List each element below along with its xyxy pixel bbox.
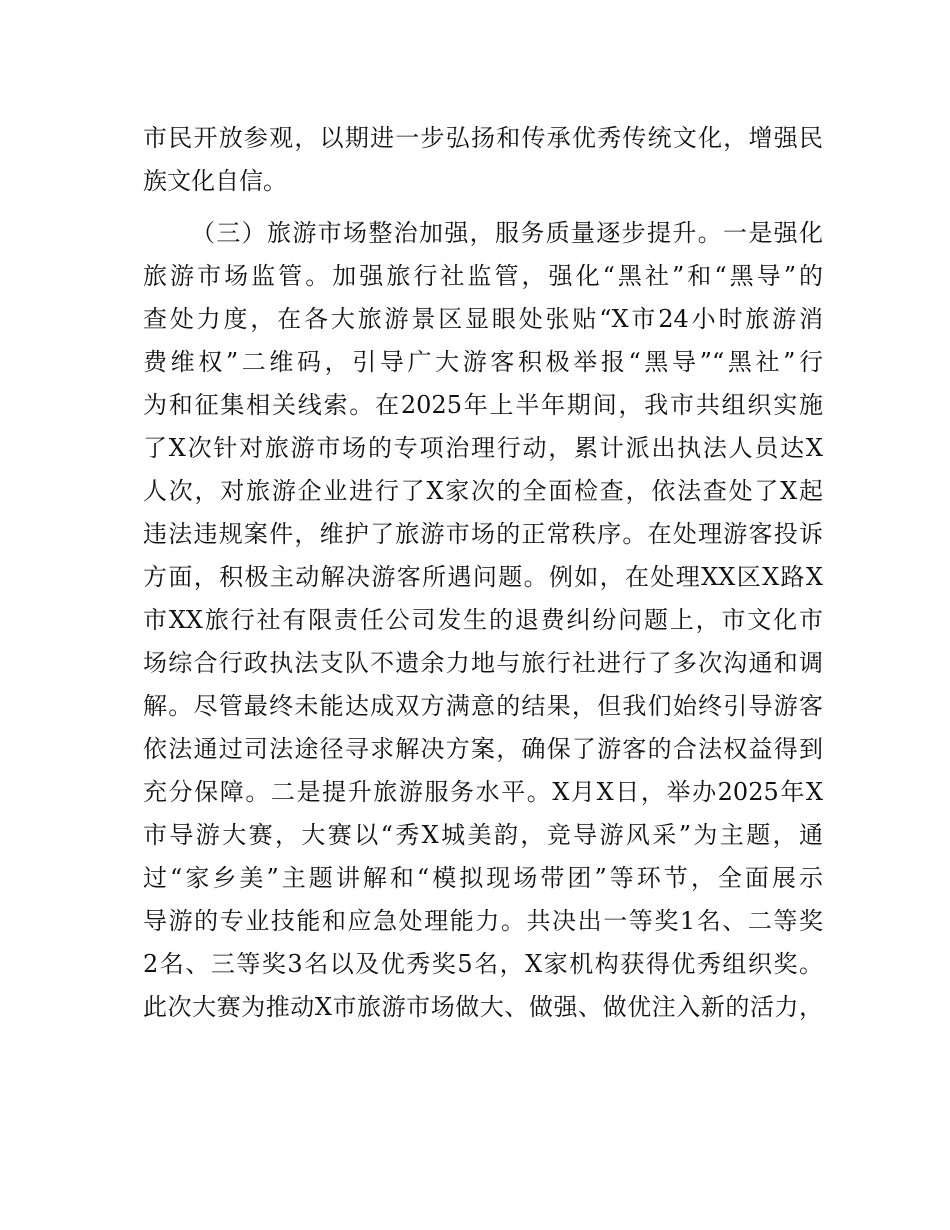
text-line: 为和征集相关线索。在2025年上半年期间，我市共组织实施	[143, 391, 823, 419]
text-line: 过“家乡美”主题讲解和“模拟现场带团”等环节，全面展示	[143, 864, 823, 892]
text-line: 此次大赛为推动X市旅游市场做大、做强、做优注入新的活力，	[143, 993, 823, 1021]
paragraph	[143, 212, 823, 1029]
text-line: 市民开放参观，以期进一步弘扬和传承优秀传统文化，增强民	[143, 124, 823, 152]
text-line-indented: （三）旅游市场整治加强，服务质量逐步提升。一是强化	[191, 219, 823, 247]
paragraph-gap	[143, 203, 823, 212]
text-line: 旅游市场监管。加强旅行社监管，强化“黑社”和“黑导”的	[143, 262, 823, 290]
text-line: 查处力度，在各大旅游景区显眼处张贴“X市24小时旅游消	[143, 305, 823, 333]
paragraph	[143, 117, 823, 203]
document-body	[143, 117, 823, 1029]
text-line: 市XX旅行社有限责任公司发生的退费纠纷问题上，市文化市	[143, 606, 823, 634]
text-line: 市导游大赛，大赛以“秀X城美韵，竞导游风采”为主题，通	[143, 821, 823, 849]
text-line: 人次，对旅游企业进行了X家次的全面检查，依法查处了X起	[143, 477, 823, 505]
text-line: 2名、三等奖3名以及优秀奖5名，X家机构获得优秀组织奖。	[143, 950, 823, 978]
text-line: 解。尽管最终未能达成双方满意的结果，但我们始终引导游客	[143, 692, 823, 720]
text-line: 方面，积极主动解决游客所遇问题。例如，在处理XX区X路X	[143, 563, 823, 591]
text-line: 导游的专业技能和应急处理能力。共决出一等奖1名、二等奖	[143, 907, 823, 935]
text-line: 违法违规案件，维护了旅游市场的正常秩序。在处理游客投诉	[143, 520, 823, 548]
text-line: 依法通过司法途径寻求解决方案，确保了游客的合法权益得到	[143, 735, 823, 763]
text-line: 了X次针对旅游市场的专项治理行动，累计派出执法人员达X	[143, 434, 823, 462]
text-line: 费维权”二维码，引导广大游客积极举报“黑导”“黑社”行	[143, 348, 823, 376]
text-line: 场综合行政执法支队不遗余力地与旅行社进行了多次沟通和调	[143, 649, 823, 677]
text-line: 族文化自信。	[143, 167, 287, 195]
text-line: 充分保障。二是提升旅游服务水平。X月X日，举办2025年X	[143, 778, 823, 806]
